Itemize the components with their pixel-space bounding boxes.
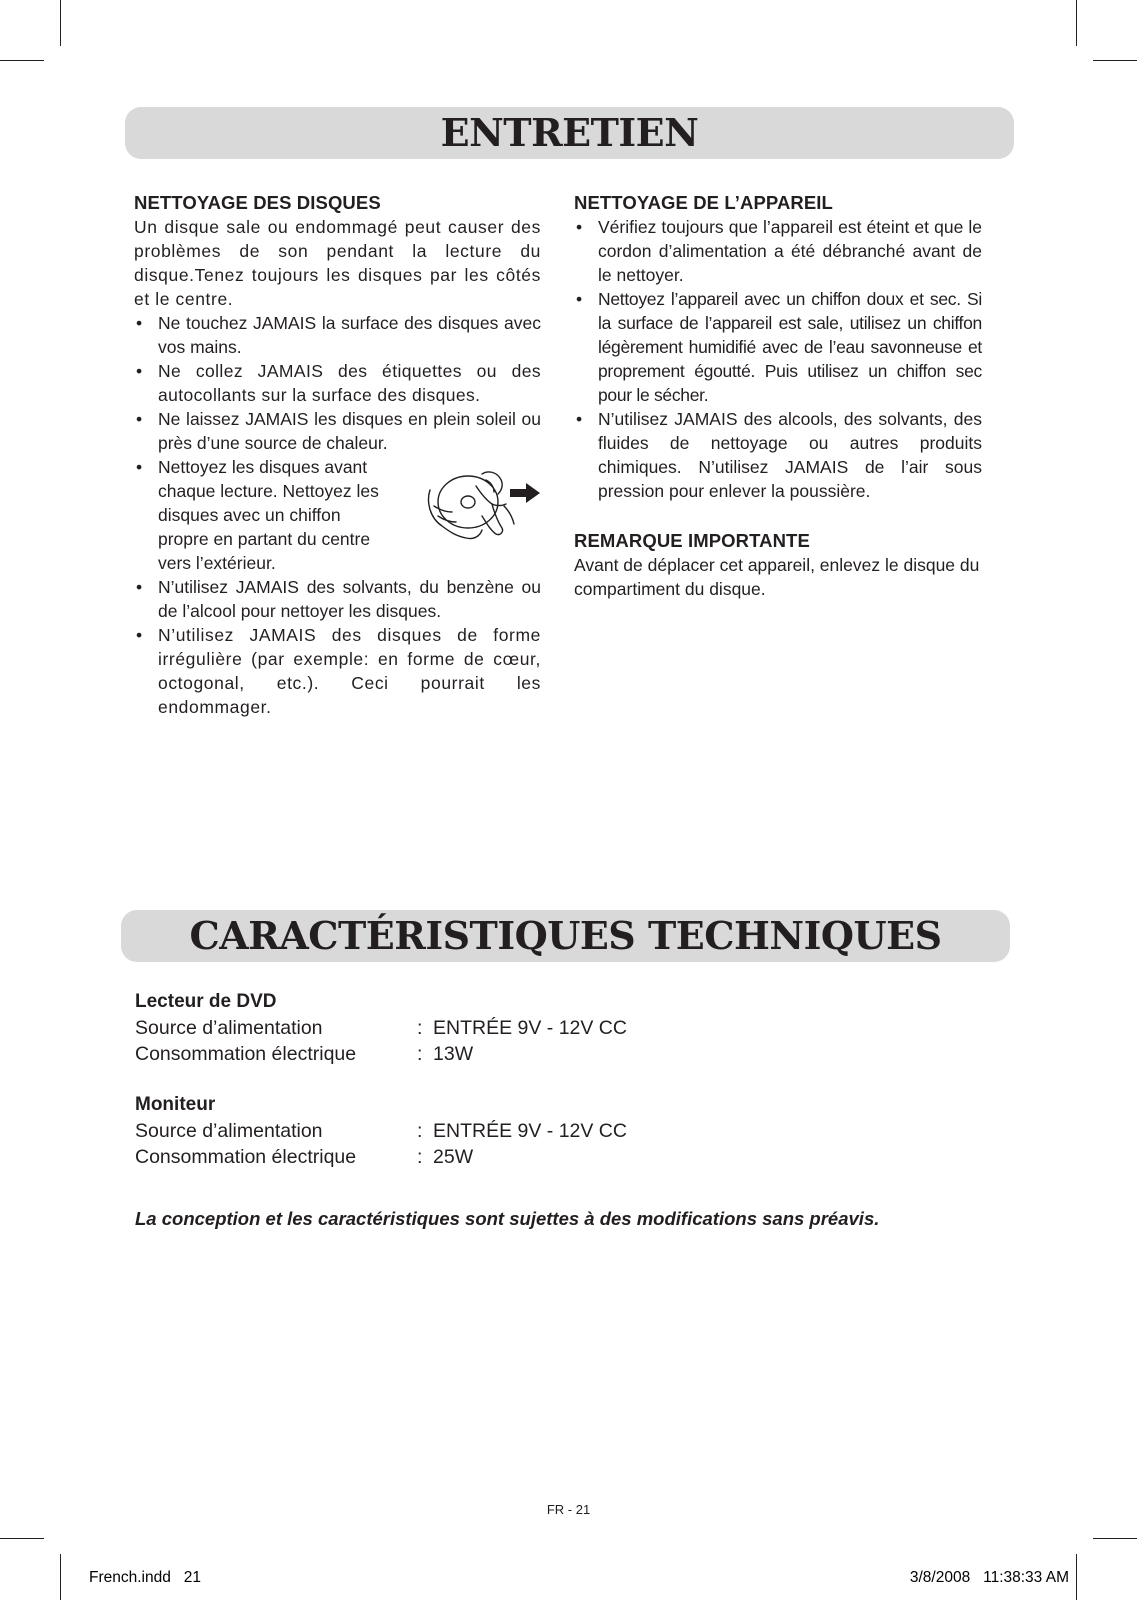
bullet: • bbox=[136, 313, 143, 333]
bullet: • bbox=[136, 361, 143, 381]
list-item: • Ne collez JAMAIS des étiquettes ou des autocollants sur la surface des disques. bbox=[136, 361, 541, 405]
crop-mark bbox=[60, 1554, 61, 1600]
list-item: • Vérifiez toujours que l’appareil est éteint et que le cordon d’alimentation a été débranché avant de le nettoyer. bbox=[576, 217, 982, 285]
bullet: • bbox=[576, 217, 583, 237]
paragraph: Un disque sale ou endommagé peut causer des problèmes de son pendant la lecture du disque.Tenez toujours les disques par les côtés et le centre. bbox=[134, 217, 541, 309]
list-item: • Ne touchez JAMAIS la surface des disques avec vos mains. bbox=[136, 313, 541, 357]
bullet: • bbox=[576, 289, 582, 309]
crop-mark bbox=[1076, 1554, 1077, 1600]
spec-value: ENTRÉE 9V - 12V CC bbox=[433, 1120, 627, 1142]
bullet-list bbox=[574, 215, 982, 503]
spec-row bbox=[135, 1118, 627, 1144]
paragraph: Avant de déplacer cet appareil, enlevez le disque du compartiment du disque. bbox=[574, 555, 980, 599]
bullet: • bbox=[136, 625, 143, 645]
spec-row bbox=[135, 1144, 627, 1170]
bullet: • bbox=[136, 577, 143, 597]
section-title: CARACTÉRISTIQUES TECHNIQUES bbox=[189, 913, 942, 958]
list-item: • Nettoyez l’appareil avec un chiffon doux et sec. Si la surface de l’appareil est sale, utilisez un chiffon légèrement humidifié avec de l’eau savonneuse et proprement égoutté. Puis utilisez un chiffon sec pour le sécher. bbox=[576, 289, 982, 405]
bullet: • bbox=[136, 457, 143, 477]
section-heading: NETTOYAGE DES DISQUES bbox=[134, 192, 381, 213]
spec-row bbox=[135, 1041, 627, 1067]
list-item: • N’utilisez JAMAIS des alcools, des solvants, des fluides de nettoyage ou autres produits chimiques. N’utilisez JAMAIS de l’air sous pression pour enlever la poussière. bbox=[576, 409, 982, 501]
spec-heading: Moniteur bbox=[135, 1094, 216, 1115]
page-number: FR - 21 bbox=[546, 1502, 591, 1517]
spec-row bbox=[135, 1015, 627, 1041]
list-item: • Nettoyez les disques avant chaque lecture. Nettoyez les disques avec un chiffon propre en partant du centre vers l’extérieur. bbox=[136, 457, 379, 573]
crop-mark bbox=[1076, 0, 1077, 46]
spec-separator: : bbox=[417, 1120, 423, 1142]
slug-timestamp: 3/8/2008 11:38:33 AM bbox=[909, 1569, 1069, 1586]
crop-mark bbox=[60, 0, 61, 46]
bullet: • bbox=[136, 409, 143, 429]
crop-mark bbox=[0, 60, 44, 61]
section-heading: REMARQUE IMPORTANTE bbox=[574, 530, 810, 551]
disc-cleaning-section bbox=[134, 191, 541, 719]
list-item: • N’utilisez JAMAIS des solvants, du benzène ou de l’alcool pour nettoyer les disques. bbox=[136, 577, 541, 621]
section-banner-specs bbox=[121, 910, 1010, 962]
crop-mark bbox=[0, 1538, 44, 1539]
spec-value: 25W bbox=[433, 1146, 474, 1168]
list-item: • N’utilisez JAMAIS des disques de forme irrégulière (par exemple: en forme de cœur, octogonal, etc.). Ceci pourrait les endommager. bbox=[136, 625, 541, 717]
section-heading: NETTOYAGE DE L’APPAREIL bbox=[574, 192, 833, 213]
spec-label: Source d’alimentation bbox=[135, 1120, 323, 1142]
disc-cleaning-hand-icon bbox=[420, 466, 542, 548]
crop-mark bbox=[1093, 1538, 1137, 1539]
section-title: ENTRETIEN bbox=[440, 110, 699, 155]
spec-separator: : bbox=[417, 1043, 423, 1065]
crop-mark bbox=[1093, 60, 1137, 61]
unit-cleaning-section bbox=[574, 191, 982, 601]
spec-block-monitor bbox=[135, 1092, 627, 1170]
spec-label: Source d’alimentation bbox=[135, 1017, 323, 1039]
spec-heading: Lecteur de DVD bbox=[135, 991, 277, 1012]
spec-value: ENTRÉE 9V - 12V CC bbox=[433, 1017, 627, 1039]
spec-block-dvd bbox=[135, 989, 627, 1067]
bullet: • bbox=[576, 409, 583, 429]
spec-value: 13W bbox=[433, 1043, 474, 1065]
disclaimer-note: La conception et les caractéristiques sont sujettes à des modifications sans préavis. bbox=[135, 1208, 880, 1229]
spec-label: Consommation électrique bbox=[135, 1043, 357, 1065]
section-banner-entretien bbox=[125, 107, 1014, 159]
spec-label: Consommation électrique bbox=[135, 1146, 357, 1168]
spec-separator: : bbox=[417, 1146, 423, 1168]
list-item: • Ne laissez JAMAIS les disques en plein soleil ou près d’une source de chaleur. bbox=[136, 409, 541, 453]
slug-filename: French.indd 21 bbox=[89, 1569, 202, 1586]
spec-separator: : bbox=[417, 1017, 423, 1039]
